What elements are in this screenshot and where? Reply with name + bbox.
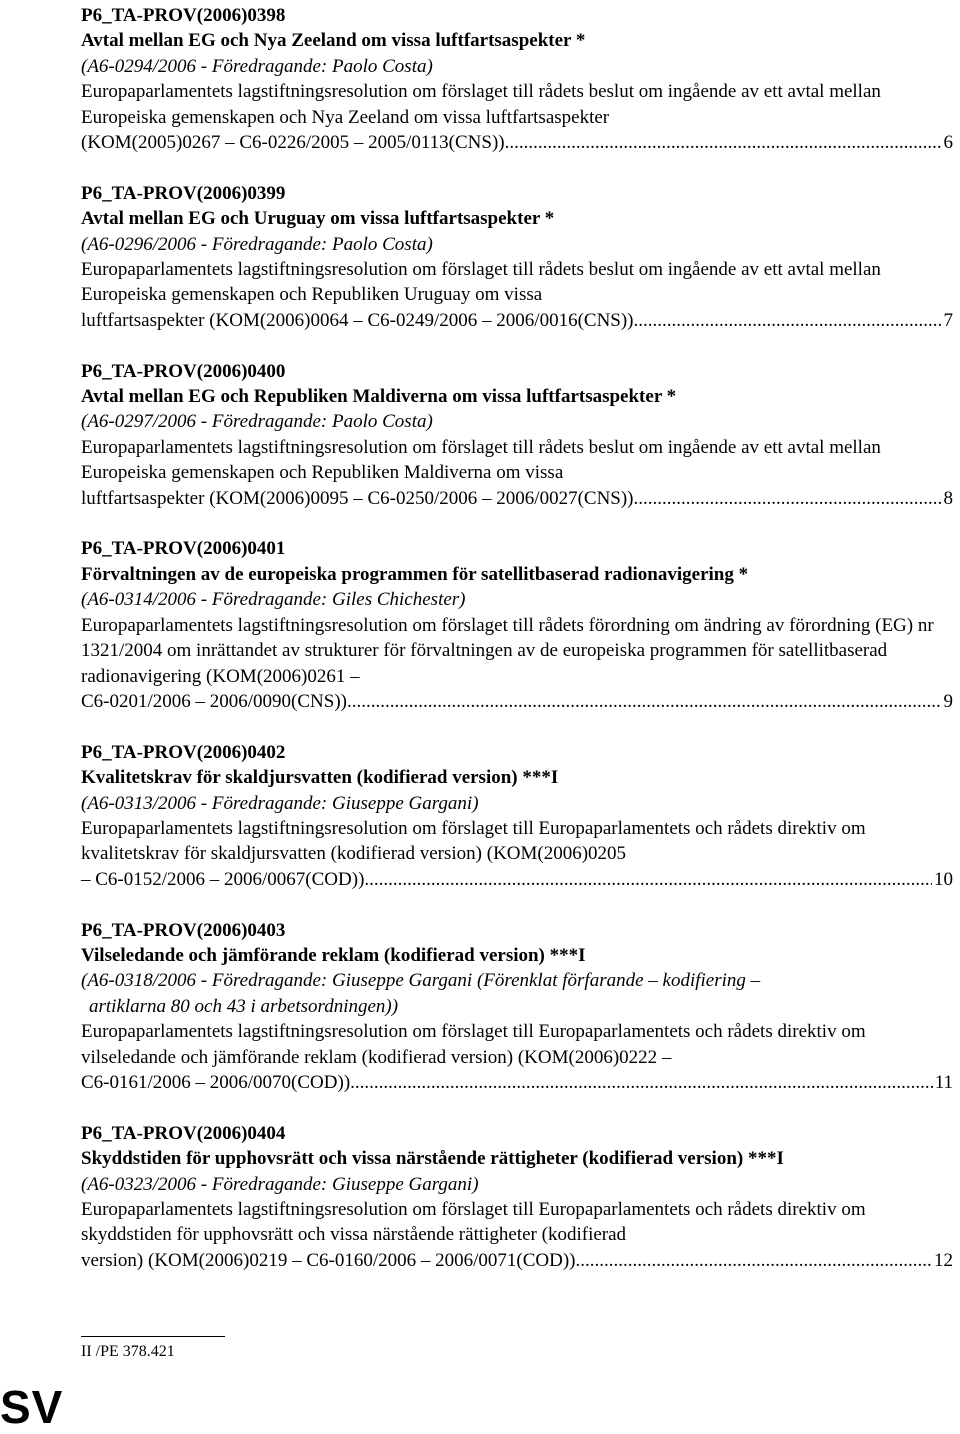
entry-code: P6_TA-PROV(2006)0398	[81, 5, 286, 26]
entry-description: Europaparlamentets lagstiftningsresolution om förslaget till rådets beslut om ingående av ett avtal mellan Europeiska gemenskapen och Republiken Uruguay om vissa	[81, 259, 881, 306]
entry-code: P6_TA-PROV(2006)0399	[81, 182, 286, 204]
entry-reference: C6-0201/2006 – 2006/0090(CNS))	[81, 690, 347, 712]
entry-rapporteur: (A6-0294/2006 - Föredragande: Paolo Costa)	[81, 55, 433, 77]
footer-rule	[81, 1336, 225, 1337]
entry-page-number: 11	[934, 1071, 953, 1093]
entry-page-number: 12	[934, 1249, 953, 1271]
dot-leader	[347, 689, 942, 714]
toc-entry-0401	[81, 536, 953, 714]
entry-code: P6_TA-PROV(2006)0404	[81, 1122, 286, 1144]
dot-leader	[350, 1070, 933, 1095]
toc-entry-0399	[81, 181, 953, 333]
entry-code: P6_TA-PROV(2006)0401	[81, 538, 286, 560]
language-badge: SV	[0, 1381, 64, 1433]
entry-reference: version) (KOM(2006)0219 – C6-0160/2006 – 2006/0071(COD))	[81, 1249, 576, 1271]
entry-page-number: 7	[943, 309, 953, 331]
entry-rapporteur: (A6-0313/2006 - Föredragande: Giuseppe Gargani)	[81, 792, 479, 814]
entry-reference-line[interactable]	[81, 308, 953, 333]
entry-code: P6_TA-PROV(2006)0400	[81, 360, 286, 382]
entry-reference: luftfartsaspekter (KOM(2006)0064 – C6-0249/2006 – 2006/0016(CNS))	[81, 309, 634, 331]
entry-reference: C6-0161/2006 – 2006/0070(COD))	[81, 1071, 351, 1093]
dot-leader	[575, 1248, 932, 1273]
entry-rapporteur: (A6-0296/2006 - Föredragande: Paolo Costa)	[81, 233, 433, 255]
entry-reference-line[interactable]	[81, 486, 953, 511]
entry-reference-line[interactable]	[81, 689, 953, 714]
entry-description: Europaparlamentets lagstiftningsresolution om förslaget till rådets beslut om ingående av ett avtal mellan Europeiska gemenskapen och Nya Zeeland om vissa luftfartsaspekter	[81, 81, 881, 128]
entry-title: Vilseledande och jämförande reklam (kodifierad version) ***I	[81, 944, 586, 966]
entry-rapporteur-line1: (A6-0318/2006 - Föredragande: Giuseppe Gargani (Förenklat förfarande – kodifiering –	[81, 970, 761, 992]
entry-reference: – C6-0152/2006 – 2006/0067(COD))	[81, 868, 365, 890]
entry-description: Europaparlamentets lagstiftningsresolution om förslaget till Europaparlamentets och rådets direktiv om kvalitetskrav för skaldjursvatten (kodifierad version) (KOM(2006)0205	[81, 817, 866, 865]
entry-rapporteur	[81, 968, 953, 1019]
entry-rapporteur: (A6-0323/2006 - Föredragande: Giuseppe Gargani)	[81, 1173, 479, 1195]
entry-title: Förvaltningen av de europeiska programmen för satellitbaserad radionavigering *	[81, 563, 749, 585]
entry-title: Skyddstiden för upphovsrätt och vissa närstående rättigheter (kodifierad version) ***I	[81, 1148, 784, 1170]
entry-description: Europaparlamentets lagstiftningsresolution om förslaget till rådets förordning om ändring av förordning (EG) nr 1321/2004 om inrättandet av strukturer för förvaltningen av de europeiska programmen för satellitbaserad radionavigering (KOM(2006)0261 –	[81, 614, 934, 687]
toc-entry-0402	[81, 740, 953, 892]
entry-page-number: 9	[943, 690, 953, 712]
entry-title: Kvalitetskrav för skaldjursvatten (kodifierad version) ***I	[81, 767, 559, 789]
entry-reference: luftfartsaspekter (KOM(2006)0095 – C6-0250/2006 – 2006/0027(CNS))	[81, 487, 634, 509]
entry-title: Avtal mellan EG och Nya Zeeland om vissa luftfartsaspekter *	[81, 30, 586, 52]
entry-reference: (KOM(2005)0267 – C6-0226/2005 – 2005/0113(CNS))	[81, 132, 505, 154]
entry-reference-line[interactable]	[81, 1248, 953, 1273]
entry-page-number: 6	[943, 132, 953, 154]
entry-rapporteur-line2: artiklarna 80 och 43 i arbetsordningen))	[89, 995, 399, 1017]
entry-reference-line[interactable]	[81, 1070, 953, 1095]
entry-page-number: 8	[943, 487, 953, 509]
entry-page-number: 10	[934, 868, 953, 890]
dot-leader	[634, 308, 942, 333]
dot-leader	[634, 486, 942, 511]
footer-reference: II /PE 378.421	[81, 1343, 175, 1360]
dot-leader	[364, 867, 932, 892]
entry-description: Europaparlamentets lagstiftningsresolution om förslaget till Europaparlamentets och rådets direktiv om vilseledande och jämförande reklam (kodifierad version) (KOM(2006)0222 –	[81, 1021, 866, 1068]
entry-code: P6_TA-PROV(2006)0403	[81, 919, 286, 941]
dot-leader	[505, 130, 942, 155]
toc-entry-0400	[81, 359, 953, 511]
entry-reference-line[interactable]	[81, 867, 953, 892]
toc-entry-0403	[81, 918, 953, 1096]
toc-entry-0404	[81, 1121, 953, 1273]
entry-description: Europaparlamentets lagstiftningsresolution om förslaget till rådets beslut om ingående av ett avtal mellan Europeiska gemenskapen och Republiken Maldiverna om vissa	[81, 436, 881, 484]
entry-reference-line[interactable]	[81, 130, 953, 155]
toc-entry-0398	[81, 0, 953, 155]
entry-code: P6_TA-PROV(2006)0402	[81, 741, 286, 763]
entry-description: Europaparlamentets lagstiftningsresolution om förslaget till Europaparlamentets och rådets direktiv om skyddstiden för upphovsrätt och vissa närstående rättigheter (kodifierad	[81, 1199, 866, 1246]
entry-rapporteur: (A6-0297/2006 - Föredragande: Paolo Costa)	[81, 411, 433, 433]
document-page	[81, 0, 953, 1299]
entry-rapporteur: (A6-0314/2006 - Föredragande: Giles Chichester)	[81, 589, 466, 611]
entry-title: Avtal mellan EG och Republiken Maldiverna om vissa luftfartsaspekter *	[81, 386, 677, 408]
entry-title: Avtal mellan EG och Uruguay om vissa luftfartsaspekter *	[81, 208, 555, 230]
